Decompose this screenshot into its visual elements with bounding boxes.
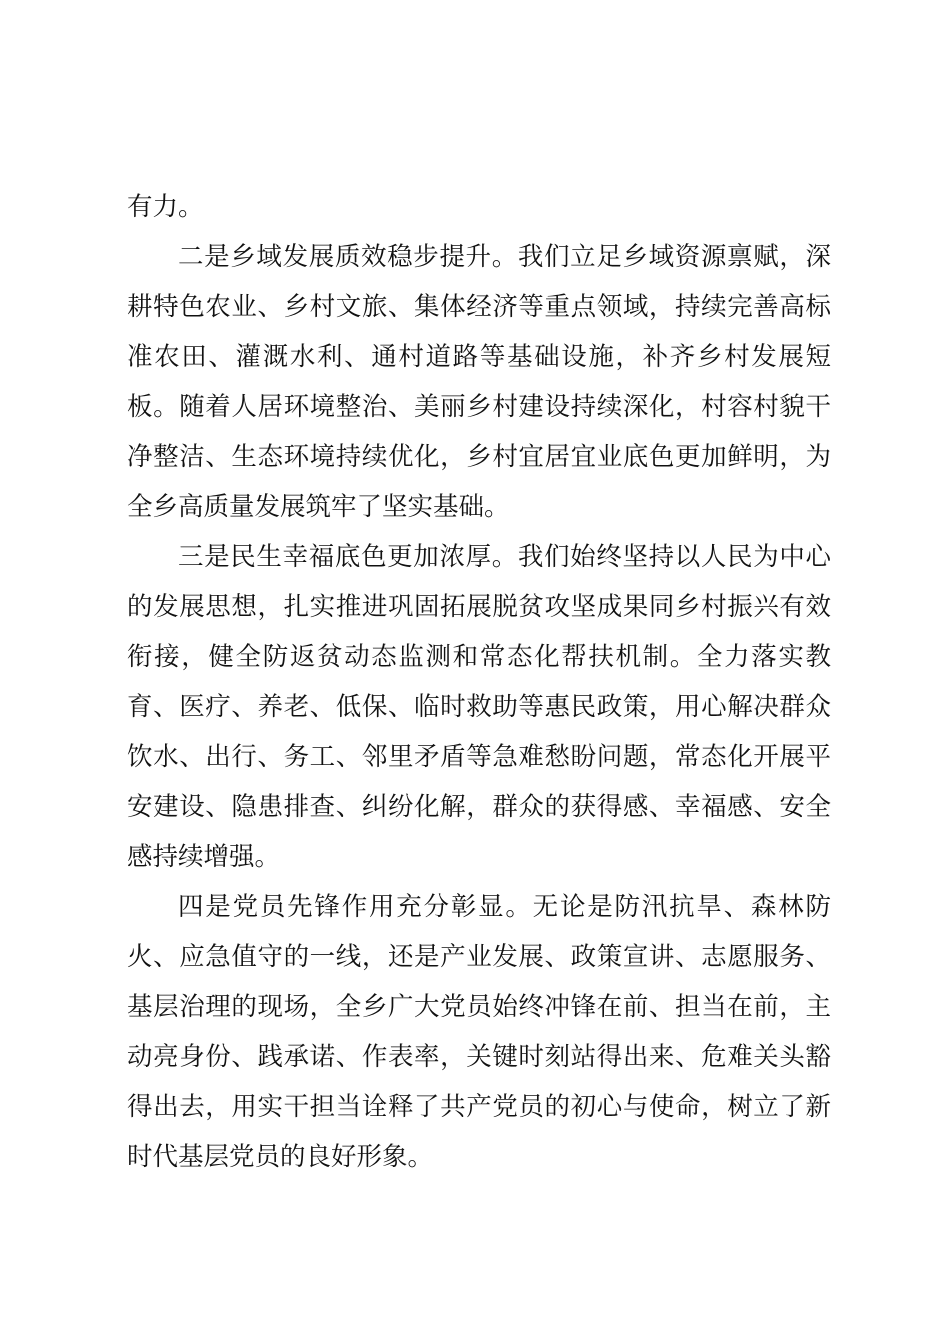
text-line: 耕特色农业、乡村文旅、集体经济等重点领域，持续完善高标	[127, 292, 831, 322]
text-line: 全乡高质量发展筑牢了坚实基础。	[127, 492, 510, 522]
paragraph-start-line: 二是乡域发展质效稳步提升。我们立足乡域资源禀赋，深	[178, 242, 831, 272]
text-line: 动亮身份、践承诺、作表率，关键时刻站得出来、危难关头豁	[127, 1042, 831, 1072]
text-line: 得出去，用实干担当诠释了共产党员的初心与使命，树立了新	[127, 1092, 831, 1122]
paragraph-start-line: 四是党员先锋作用充分彰显。无论是防汛抗旱、森林防	[178, 892, 831, 922]
text-line: 育、医疗、养老、低保、临时救助等惠民政策，用心解决群众	[127, 692, 831, 722]
text-line: 净整洁、生态环境持续优化，乡村宜居宜业底色更加鲜明，为	[127, 442, 831, 472]
text-line: 有力。	[127, 192, 204, 222]
text-line: 板。随着人居环境整治、美丽乡村建设持续深化，村容村貌干	[127, 392, 831, 422]
text-line: 衔接，健全防返贫动态监测和常态化帮扶机制。全力落实教	[127, 642, 831, 672]
text-line: 饮水、出行、务工、邻里矛盾等急难愁盼问题，常态化开展平	[127, 742, 831, 772]
text-line: 感持续增强。	[127, 842, 281, 872]
text-line: 的发展思想，扎实推进巩固拓展脱贫攻坚成果同乡村振兴有效	[127, 592, 831, 622]
body-text	[127, 182, 831, 1182]
text-line: 时代基层党员的良好形象。	[127, 1142, 434, 1172]
text-line: 安建设、隐患排查、纠纷化解，群众的获得感、幸福感、安全	[127, 792, 831, 822]
paragraph-start-line: 三是民生幸福底色更加浓厚。我们始终坚持以人民为中心	[178, 542, 831, 572]
text-line: 基层治理的现场，全乡广大党员始终冲锋在前、担当在前，主	[127, 992, 831, 1022]
text-line: 准农田、灌溉水利、通村道路等基础设施，补齐乡村发展短	[127, 342, 831, 372]
text-line: 火、应急值守的一线，还是产业发展、政策宣讲、志愿服务、	[127, 942, 831, 972]
